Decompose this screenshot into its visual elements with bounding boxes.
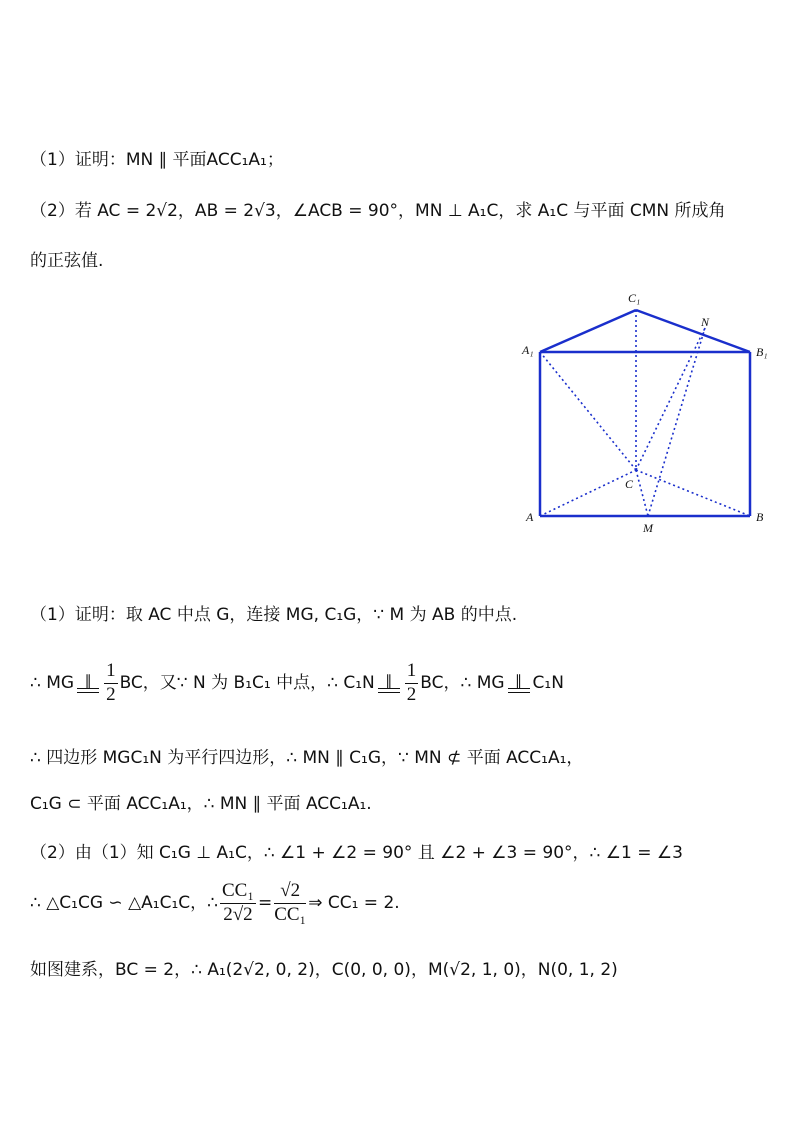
prism-figure [500, 280, 790, 540]
part2-continued-text: 的正弦值. [30, 251, 104, 271]
solution-line-5: （2）由（1）知 C₁G ⊥ A₁C，∴ ∠1 + ∠2 = 90° 且 ∠2 + ∠3 = 90°，∴ ∠1 = ∠3 [30, 843, 683, 863]
parallel-equal-symbol-2 [378, 674, 400, 693]
fraction-numerator: √2 [274, 880, 306, 904]
fraction-denominator: 2√2 [223, 903, 253, 925]
label-m: M [643, 521, 653, 535]
edge-m-n [648, 328, 705, 516]
edge-c-m [636, 470, 648, 516]
label-a: A [526, 510, 534, 524]
solution-line-6 [30, 880, 400, 927]
root2-over-cc1 [274, 880, 306, 927]
edge-c-b [636, 470, 750, 516]
fraction-numerator: 1 [405, 660, 419, 684]
edge-a-c [540, 470, 636, 516]
edge-a1-c1 [540, 310, 636, 352]
parallel-mark: ∥ [385, 672, 393, 689]
fraction-numerator: CC₁ [220, 880, 256, 904]
solution-line-1: （1）证明：取 AC 中点 G，连接 MG, C₁G，∵ M 为 AB 的中点. [30, 605, 518, 625]
label-c: C [625, 477, 634, 491]
fraction-denominator: 2 [106, 683, 116, 705]
label-c1: C₁ [628, 291, 641, 305]
label-n: N [701, 315, 710, 329]
line6-result: ⇒ CC₁ = 2. [308, 892, 400, 913]
solution-line-7: 如图建系，BC = 2，∴ A₁(2√2, 0, 2)，C(0, 0, 0)，M(√2, 1, 0)，N(0, 1, 2) [30, 960, 618, 980]
fraction-denominator: 2 [406, 683, 417, 705]
edge-c1-b1 [636, 310, 750, 352]
line2-mg: ∴ MG [30, 672, 75, 693]
one-half-fraction-2 [405, 660, 419, 707]
prism-solid-edges [540, 310, 750, 516]
label-a1: A₁ [522, 343, 534, 357]
line2-c1n: C₁N [532, 672, 564, 693]
line6-similar: ∴ △C₁CG ∽ △A₁C₁C，∴ [30, 892, 218, 913]
parallel-mark: ∥ [84, 672, 92, 689]
part2-text: （2）若 AC = 2√2，AB = 2√3，∠ACB = 90°，MN ⊥ A₁C，求 A₁C 与平面 CMN 所成角 [30, 201, 726, 221]
label-b1: B₁ [756, 345, 768, 359]
fraction-numerator: 1 [104, 660, 118, 684]
line2-end: BC，∴ MG [420, 672, 505, 693]
solution-line-4: C₁G ⊂ 平面 ACC₁A₁，∴ MN ∥ 平面 ACC₁A₁. [30, 794, 372, 814]
solution-line-3: ∴ 四边形 MGC₁N 为平行四边形，∴ MN ∥ C₁G，∵ MN ⊄ 平面 ACC₁A₁， [30, 748, 584, 768]
part1-text: （1）证明：MN ∥ 平面ACC₁A₁； [30, 150, 284, 170]
parallel-equal-symbol [77, 674, 99, 693]
line2-middle: BC，又∵ N 为 B₁C₁ 中点，∴ C₁N [119, 672, 375, 693]
edge-c-n [636, 328, 705, 470]
parallel-equal-symbol-3 [508, 674, 530, 693]
equals-sign: = [257, 892, 273, 913]
edge-a1-c [540, 352, 636, 470]
one-half-fraction [104, 660, 118, 707]
prism-diagram [500, 280, 790, 540]
label-b: B [756, 510, 764, 524]
parallel-mark: ∥ [515, 672, 523, 689]
cc1-over-2root2 [220, 880, 256, 927]
fraction-denominator: CC₁ [274, 903, 307, 925]
solution-line-2 [30, 660, 564, 707]
